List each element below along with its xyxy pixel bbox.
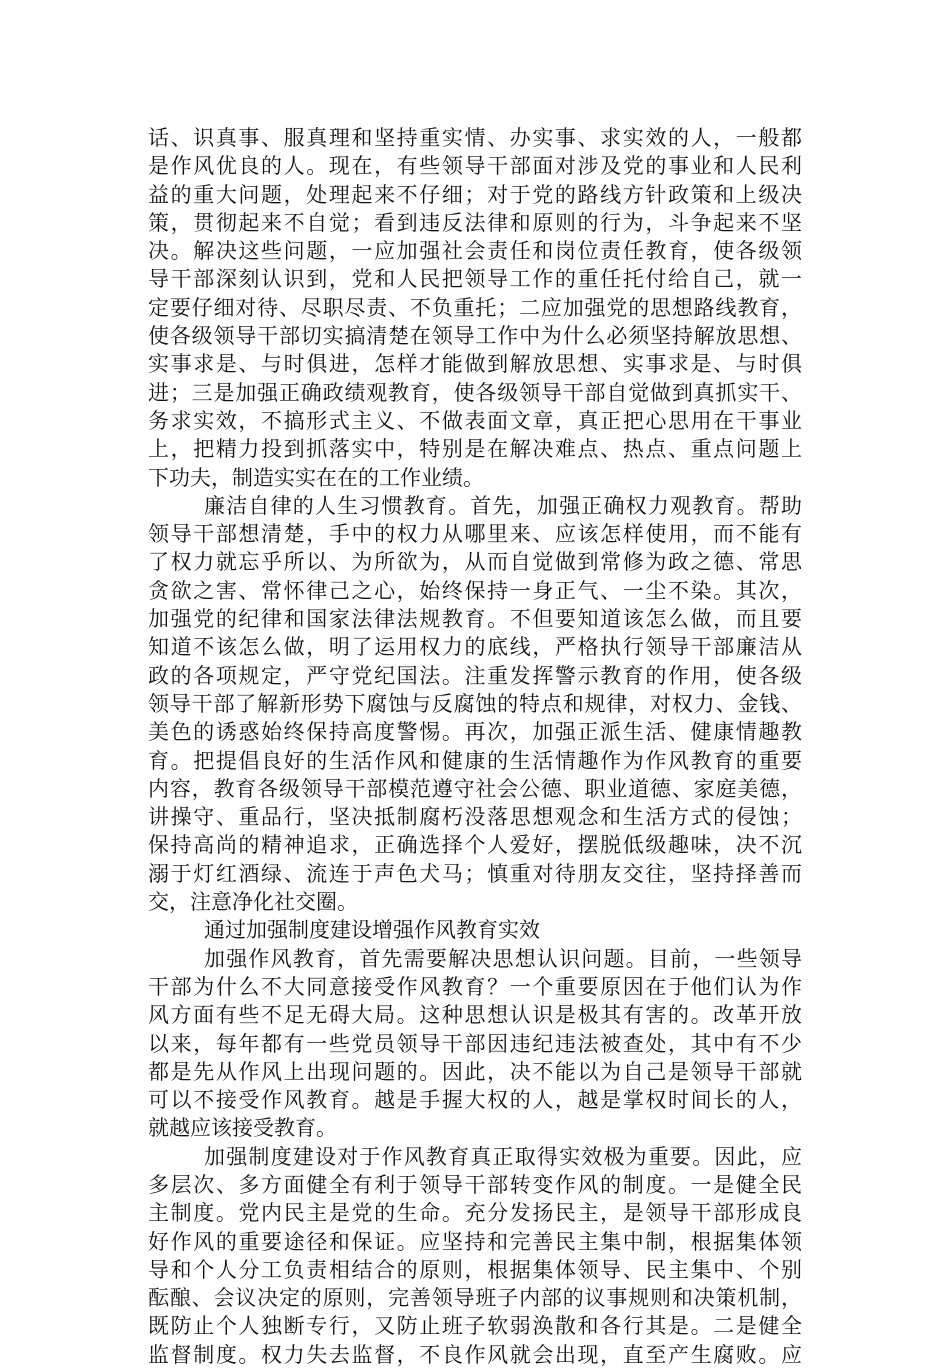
paragraph-first-line: 加强作风教育，首先需要解决思想认识问题。目前，一些领导 [204,946,802,971]
text-line: 导干部深刻认识到，党和人民把领导工作的重任托付给自己，就一 [148,267,802,292]
text-line: 美色的诱惑始终保持高度警惕。再次，加强正派生活、健康情趣教 [148,720,802,745]
text-line: 酝酿、会议决定的原则，完善领导班子内部的议事规则和决策机制， [148,1286,802,1311]
text-line: 知道不该怎么做，明了运用权力的底线，严格执行领导干部廉洁从 [148,635,802,660]
text-line: 多层次、多方面健全有利于领导干部转变作风的制度。一是健全民 [148,1172,802,1197]
text-line: 既防止个人独断专行，又防止班子软弱涣散和各行其是。二是健全 [148,1314,802,1339]
text-line: 了权力就忘乎所以、为所欲为，从而自觉做到常修为政之德、常思 [148,550,802,575]
text-line: 育。把提倡良好的生活作风和健康的生活情趣作为作风教育的重要 [148,748,802,773]
text-line: 领导干部了解新形势下腐蚀与反腐蚀的特点和规律，对权力、金钱、 [148,691,802,716]
text-line: 交，注意净化社交圈。 [148,890,358,915]
text-line: 好作风的重要途径和保证。应坚持和完善民主集中制，根据集体领 [148,1229,802,1254]
text-line: 溺于灯红酒绿、流连于声色犬马；慎重对待朋友交往，坚持择善而 [148,861,802,886]
text-line: 领导干部想清楚，手中的权力从哪里来、应该怎样使用，而不能有 [148,522,802,547]
text-line: 策，贯彻起来不自觉；看到违反法律和原则的行为，斗争起来不坚 [148,210,802,235]
text-line: 使各级领导干部切实搞清楚在领导工作中为什么必须坚持解放思想、 [148,324,802,349]
text-line: 监督制度。权力失去监督，不良作风就会出现，直至产生腐败。应 [148,1342,802,1367]
text-line: 就越应该接受教育。 [148,1116,337,1141]
text-line: 话、识真事、服真理和坚持重实情、办实事、求实效的人，一般都 [148,126,802,150]
text-line: 决。解决这些问题，一应加强社会责任和岗位责任教育，使各级领 [148,239,802,264]
paragraph-first-line: 通过加强制度建设增强作风教育实效 [204,918,540,943]
text-line: 实事求是、与时俱进，怎样才能做到解放思想、实事求是、与时俱 [148,352,802,377]
text-line: 导和个人分工负责相结合的原则，根据集体领导、民主集中、个别 [148,1257,802,1282]
text-line: 干部为什么不大同意接受作风教育？一个重要原因在于他们认为作 [148,974,802,999]
text-line: 是作风优良的人。现在，有些领导干部面对涉及党的事业和人民利 [148,154,802,179]
text-line: 保持高尚的精神追求，正确选择个人爱好，摆脱低级趣味，决不沉 [148,833,802,858]
paragraph-first-line: 加强制度建设对于作风教育真正取得实效极为重要。因此，应 [204,1144,802,1169]
text-line: 下功夫，制造实实在在的工作业绩。 [148,465,484,490]
text-line: 风方面有些不足无碍大局。这种思想认识是极其有害的。改革开放 [148,1003,802,1028]
text-line: 内容，教育各级领导干部模范遵守社会公德、职业道德、家庭美德， [148,776,802,801]
text-line: 加强党的纪律和国家法律法规教育。不但要知道该怎么做，而且要 [148,607,802,632]
text-line: 务求实效，不搞形式主义、不做表面文章，真正把心思用在干事业 [148,408,802,433]
text-line: 益的重大问题，处理起来不仔细；对于党的路线方针政策和上级决 [148,182,802,207]
text-line: 进；三是加强正确政绩观教育，使各级领导干部自觉做到真抓实干、 [148,380,802,405]
text-line: 政的各项规定，严守党纪国法。注重发挥警示教育的作用，使各级 [148,663,802,688]
paragraph-first-line: 廉洁自律的人生习惯教育。首先，加强正确权力观教育。帮助 [204,493,802,518]
text-line: 可以不接受作风教育。越是手握大权的人，越是掌权时间长的人， [148,1088,802,1113]
text-line: 定要仔细对待、尽职尽责、不负重托；二应加强党的思想路线教育， [148,295,802,320]
text-line: 贪欲之害、常怀律己之心，始终保持一身正气、一尘不染。其次， [148,578,802,603]
text-line: 都是先从作风上出现问题的。因此，决不能以为自己是领导干部就 [148,1059,802,1084]
document-body-text [148,124,802,1369]
text-line: 主制度。党内民主是党的生命。充分发扬民主，是领导干部形成良 [148,1201,802,1226]
text-line: 以来，每年都有一些党员领导干部因违纪违法被查处，其中有不少 [148,1031,802,1056]
text-line: 讲操守、重品行，坚决抵制腐朽没落思想观念和生活方式的侵蚀； [148,805,802,830]
text-line: 上，把精力投到抓落实中，特别是在解决难点、热点、重点问题上 [148,437,802,462]
